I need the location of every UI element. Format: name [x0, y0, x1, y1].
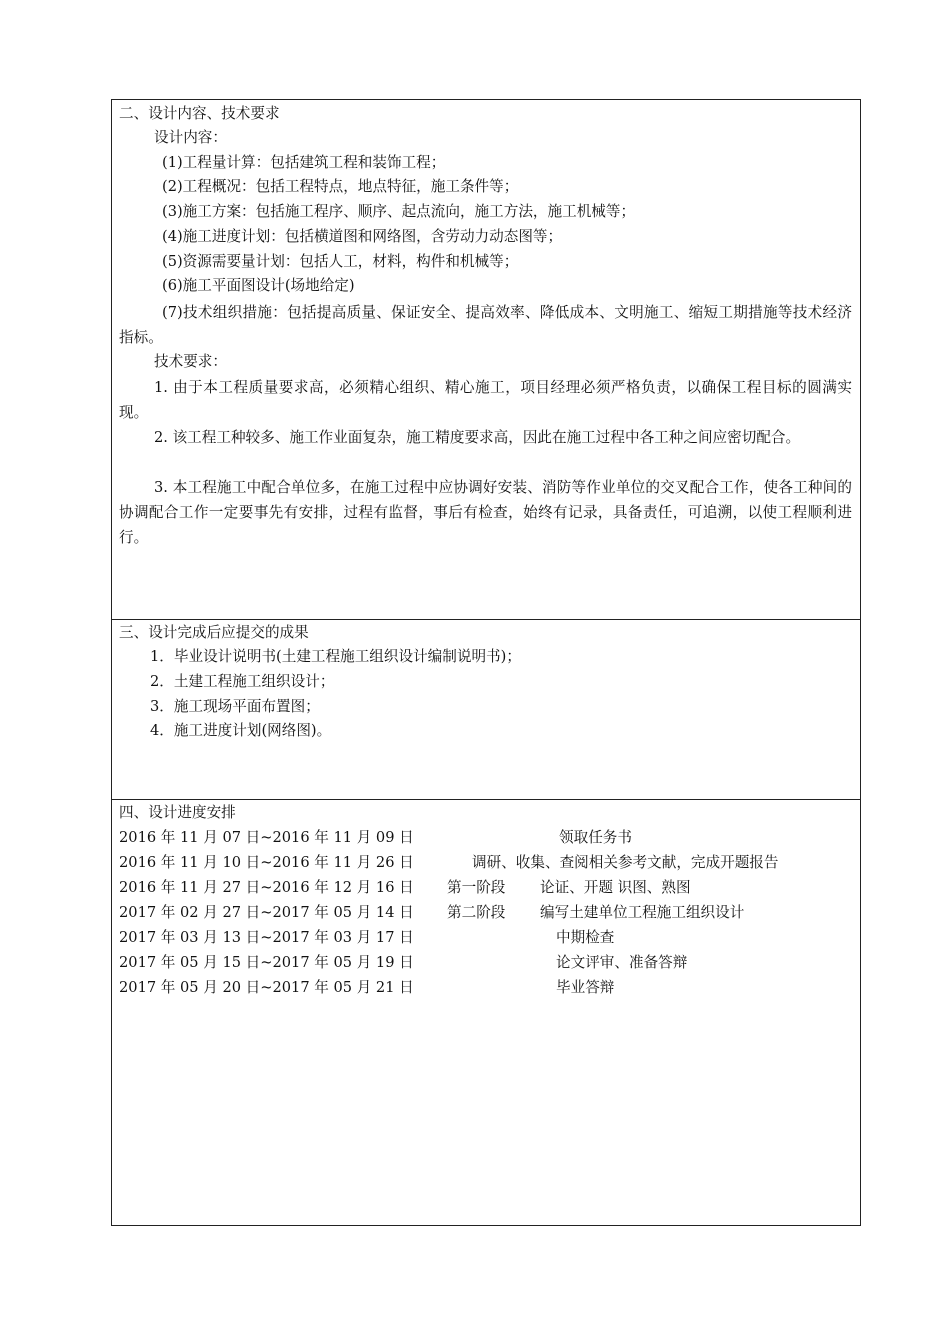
schedule-dates: 2017 年 02 月 27 日~2017 年 05 月 14 日 — [119, 904, 414, 921]
schedule-phase: 第一阶段 — [447, 879, 506, 896]
section4-heading: 四、设计进度安排 — [119, 804, 236, 821]
schedule-task: 中期检查 — [556, 929, 615, 946]
schedule-task: 调研、收集、查阅相关参考文献，完成开题报告 — [472, 854, 779, 871]
content-label: 设计内容： — [154, 129, 227, 146]
schedule-dates: 2016 年 11 月 27 日~2016 年 12 月 16 日 — [119, 879, 414, 896]
content-item-5: (5)资源需要量计划：包括人工，材料，构件和机械等； — [162, 253, 519, 270]
schedule-task: 毕业答辩 — [556, 979, 615, 996]
deliverable-2: 2．土建工程施工组织设计； — [150, 673, 335, 690]
schedule-task: 领取任务书 — [559, 829, 632, 846]
section-schedule — [112, 799, 860, 1226]
content-item-4: (4)施工进度计划：包括横道图和网络图，含劳动力动态图等； — [162, 228, 563, 245]
section-design-content — [112, 100, 860, 620]
schedule-dates: 2017 年 03 月 13 日~2017 年 03 月 17 日 — [119, 929, 414, 946]
tech-item-1: 1. 由于本工程质量要求高，必须精心组织、精心施工，项目经理必须严格负责，以确保工程目标的圆满实现。 — [119, 379, 852, 421]
content-item-1: (1)工程量计算：包括建筑工程和装饰工程； — [162, 154, 446, 171]
section3-heading: 三、设计完成后应提交的成果 — [119, 624, 309, 641]
tech-item-3: 3. 本工程施工中配合单位多，在施工过程中应协调好安装、消防等作业单位的交叉配合工作，使各工种间的协调配合工作一定要事先有安排，过程有监督，事后有检查，始终有记录，具备责任，可追溯，以使工程顺利进行。 — [119, 479, 852, 546]
deliverable-4: 4．施工进度计划(网络图)。 — [150, 722, 332, 739]
content-item-6: (6)施工平面图设计(场地给定) — [162, 277, 355, 294]
task-form-table — [111, 99, 861, 1226]
section2-heading: 二、设计内容、技术要求 — [119, 105, 280, 122]
schedule-phase: 第二阶段 — [447, 904, 506, 921]
content-item-2: (2)工程概况：包括工程特点，地点特征，施工条件等； — [162, 178, 519, 195]
schedule-dates: 2016 年 11 月 07 日~2016 年 11 月 09 日 — [119, 829, 414, 846]
schedule-task: 编写土建单位工程施工组织设计 — [540, 904, 745, 921]
schedule-dates: 2017 年 05 月 15 日~2017 年 05 月 19 日 — [119, 954, 414, 971]
schedule-task: 论证、开题 识图、熟图 — [540, 879, 691, 896]
schedule-dates: 2016 年 11 月 10 日~2016 年 11 月 26 日 — [119, 854, 414, 871]
content-item-3: (3)施工方案：包括施工程序、顺序、起点流向，施工方法，施工机械等； — [162, 203, 636, 220]
schedule-dates: 2017 年 05 月 20 日~2017 年 05 月 21 日 — [119, 979, 414, 996]
content-item-7: (7)技术组织措施：包括提高质量、保证安全、提高效率、降低成本、文明施工、缩短工期措施等技术经济指标。 — [119, 304, 852, 346]
deliverable-1: 1．毕业设计说明书(土建工程施工组织设计编制说明书)； — [150, 648, 521, 665]
schedule-task: 论文评审、准备答辩 — [556, 954, 688, 971]
section-deliverables — [112, 619, 860, 799]
deliverable-3: 3．施工现场平面布置图； — [150, 698, 320, 715]
tech-label: 技术要求： — [154, 353, 227, 370]
tech-item-2: 2. 该工程工种较多、施工作业面复杂，施工精度要求高，因此在施工过程中各工种之间应密切配合。 — [154, 429, 801, 446]
